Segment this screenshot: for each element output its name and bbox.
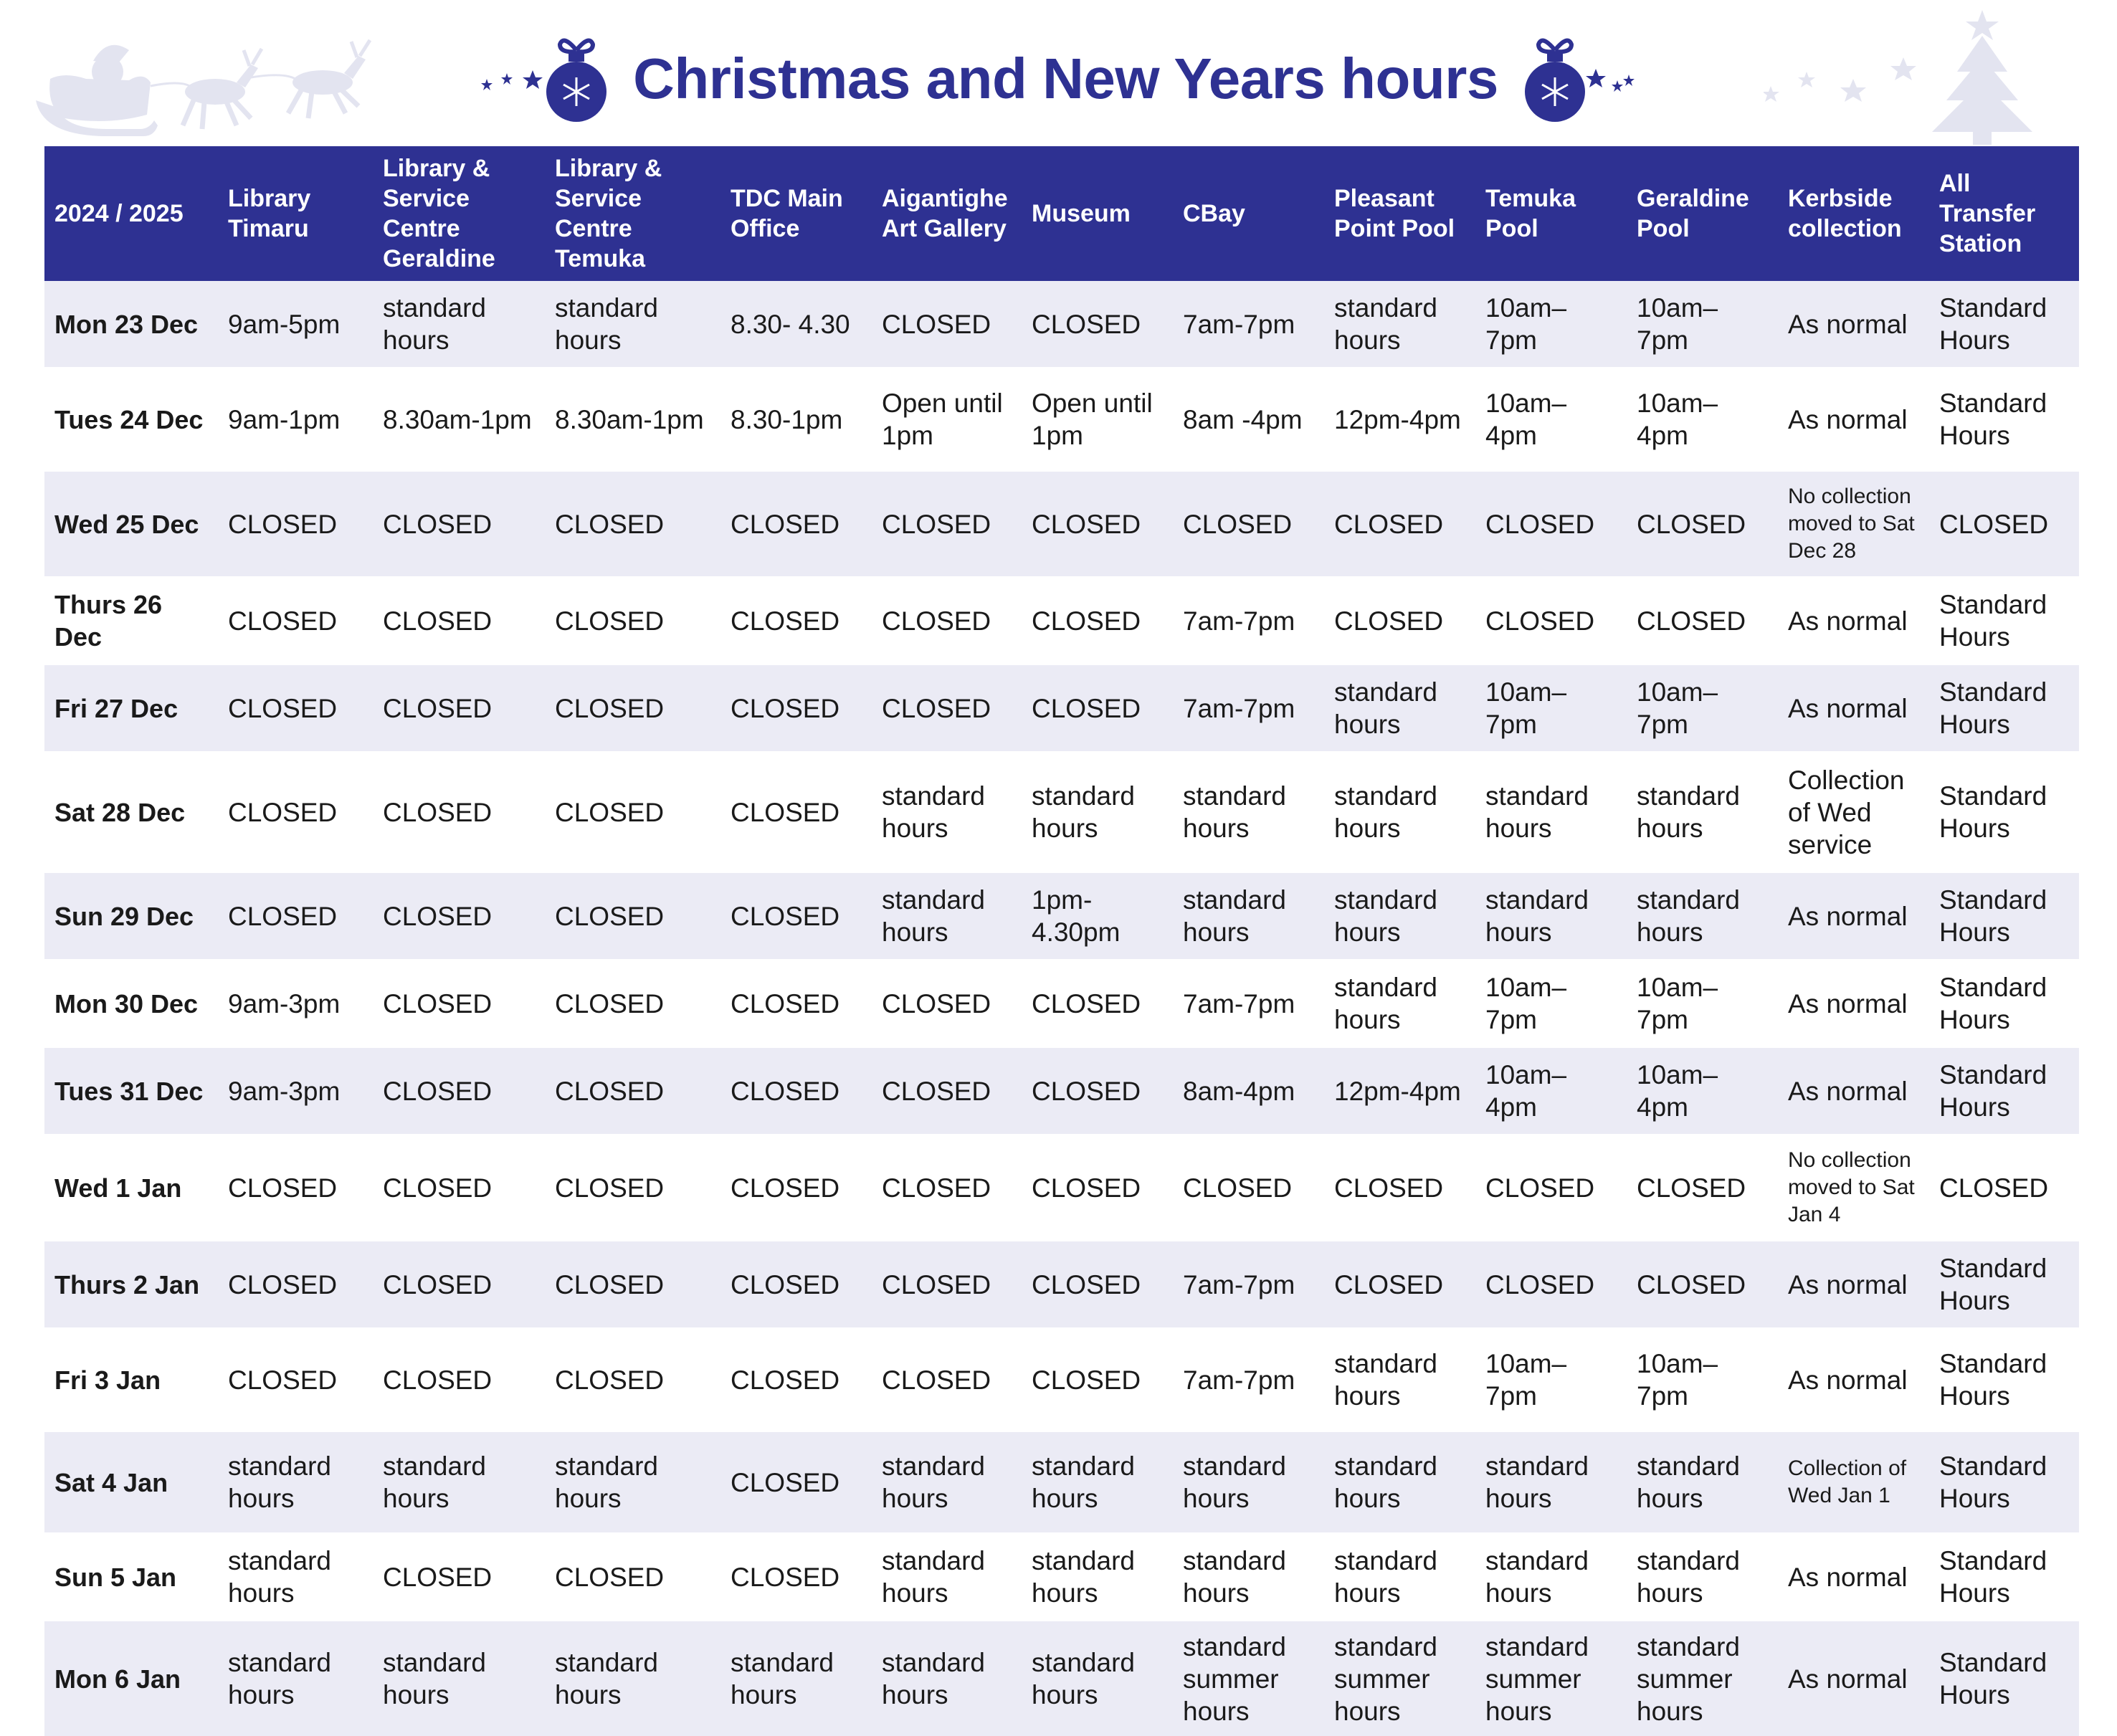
table-cell: standard hours: [545, 1621, 720, 1736]
table-cell: standard hours: [1475, 751, 1627, 873]
table-cell: CLOSED: [218, 1241, 373, 1327]
table-cell: Standard Hours: [1929, 281, 2079, 367]
table-cell: CLOSED: [1022, 281, 1173, 367]
table-cell: 10am–7pm: [1627, 665, 1778, 751]
table-cell: 10am–7pm: [1475, 1327, 1627, 1432]
column-header: Museum: [1022, 146, 1173, 281]
column-header: Library & Service Centre Temuka: [545, 146, 720, 281]
table-cell: As normal: [1778, 1048, 1929, 1134]
table-cell: CLOSED: [218, 665, 373, 751]
table-cell: As normal: [1778, 1327, 1929, 1432]
table-cell: CLOSED: [373, 959, 545, 1048]
table-cell: 1pm-4.30pm: [1022, 873, 1173, 959]
row-date: Fri 3 Jan: [44, 1327, 218, 1432]
table-cell: CLOSED: [1627, 472, 1778, 576]
table-cell: standard hours: [1475, 1532, 1627, 1621]
table-cell: standard hours: [872, 873, 1022, 959]
table-cell: standard hours: [1627, 873, 1778, 959]
stars-left-icon: [481, 65, 546, 93]
table-cell: CLOSED: [545, 751, 720, 873]
table-cell: Standard Hours: [1929, 665, 2079, 751]
table-cell: standard hours: [1022, 1621, 1173, 1736]
table-cell: CLOSED: [545, 1532, 720, 1621]
table-row: [44, 576, 2079, 665]
table-cell: Standard Hours: [1929, 576, 2079, 665]
table-cell: As normal: [1778, 665, 1929, 751]
table-cell: As normal: [1778, 1532, 1929, 1621]
column-header: All Transfer Station: [1929, 146, 2079, 281]
table-cell: CLOSED: [218, 1327, 373, 1432]
table-cell: CLOSED: [872, 1241, 1022, 1327]
table-cell: CLOSED: [218, 472, 373, 576]
table-cell: 7am-7pm: [1173, 576, 1324, 665]
table-cell: CLOSED: [1022, 576, 1173, 665]
table-cell: As normal: [1778, 281, 1929, 367]
table-cell: Standard Hours: [1929, 959, 2079, 1048]
table-cell: CLOSED: [720, 665, 872, 751]
table-cell: Standard Hours: [1929, 1327, 2079, 1432]
table-cell: CLOSED: [545, 1327, 720, 1432]
column-header: Library & Service Centre Geraldine: [373, 146, 545, 281]
row-date: Sun 5 Jan: [44, 1532, 218, 1621]
table-cell: standard hours: [1475, 1432, 1627, 1532]
table-cell: As normal: [1778, 367, 1929, 472]
table-cell: CLOSED: [373, 576, 545, 665]
table-cell: CLOSED: [1022, 1327, 1173, 1432]
table-cell: CLOSED: [872, 665, 1022, 751]
table-cell: CLOSED: [1929, 472, 2079, 576]
table-cell: CLOSED: [545, 959, 720, 1048]
table-cell: standard hours: [1173, 1432, 1324, 1532]
table-cell: CLOSED: [1324, 1134, 1475, 1241]
table-cell: Standard Hours: [1929, 751, 2079, 873]
table-cell: Collection of Wed service: [1778, 751, 1929, 873]
row-date: Thurs 2 Jan: [44, 1241, 218, 1327]
table-cell: standard summer hours: [1627, 1621, 1778, 1736]
row-date: Sat 28 Dec: [44, 751, 218, 873]
table-cell: standard summer hours: [1475, 1621, 1627, 1736]
table-cell: standard summer hours: [1173, 1621, 1324, 1736]
table-cell: CLOSED: [1022, 665, 1173, 751]
table-cell: CLOSED: [1627, 1241, 1778, 1327]
table-cell: 10am–7pm: [1627, 959, 1778, 1048]
table-cell: CLOSED: [1627, 576, 1778, 665]
table-row: [44, 959, 2079, 1048]
table-cell: standard hours: [872, 751, 1022, 873]
row-date: Wed 25 Dec: [44, 472, 218, 576]
table-cell: 10am–4pm: [1475, 1048, 1627, 1134]
row-date: Mon 30 Dec: [44, 959, 218, 1048]
table-cell: CLOSED: [1475, 1134, 1627, 1241]
table-cell: 8.30am-1pm: [545, 367, 720, 472]
table-row: [44, 472, 2079, 576]
table-cell: CLOSED: [373, 1241, 545, 1327]
table-cell: CLOSED: [373, 1048, 545, 1134]
table-cell: standard hours: [872, 1621, 1022, 1736]
table-cell: CLOSED: [1022, 472, 1173, 576]
page-title: Christmas and New Years hours: [633, 47, 1498, 110]
table-cell: standard hours: [1627, 1432, 1778, 1532]
table-cell: 10am–7pm: [1627, 1327, 1778, 1432]
column-header: Kerbside collection: [1778, 146, 1929, 281]
table-cell: 7am-7pm: [1173, 959, 1324, 1048]
stars-right-icon: [1586, 65, 1636, 93]
table-row: [44, 873, 2079, 959]
table-cell: standard hours: [218, 1621, 373, 1736]
table-cell: CLOSED: [1475, 1241, 1627, 1327]
table-cell: 9am-3pm: [218, 959, 373, 1048]
column-header: Aigantighe Art Gallery: [872, 146, 1022, 281]
table-cell: standard hours: [1324, 665, 1475, 751]
table-cell: CLOSED: [872, 576, 1022, 665]
table-cell: 7am-7pm: [1173, 1327, 1324, 1432]
table-cell: standard hours: [373, 1621, 545, 1736]
table-cell: Open until 1pm: [872, 367, 1022, 472]
table-cell: standard hours: [1173, 751, 1324, 873]
table-cell: As normal: [1778, 959, 1929, 1048]
table-cell: standard hours: [545, 281, 720, 367]
table-cell: As normal: [1778, 1621, 1929, 1736]
table-header-row: [44, 146, 2079, 281]
title-row: [0, 22, 2117, 136]
table-cell: CLOSED: [545, 576, 720, 665]
table-cell: CLOSED: [1324, 576, 1475, 665]
table-cell: CLOSED: [720, 751, 872, 873]
table-cell: CLOSED: [218, 576, 373, 665]
row-date: Tues 31 Dec: [44, 1048, 218, 1134]
table-cell: CLOSED: [720, 873, 872, 959]
table-cell: Standard Hours: [1929, 1621, 2079, 1736]
table-cell: 12pm-4pm: [1324, 367, 1475, 472]
column-header: Pleasant Point Pool: [1324, 146, 1475, 281]
table-cell: CLOSED: [1929, 1134, 2079, 1241]
table-cell: 10am–7pm: [1475, 281, 1627, 367]
table-cell: CLOSED: [872, 1134, 1022, 1241]
table-cell: standard hours: [1324, 1432, 1475, 1532]
table-cell: standard hours: [1173, 873, 1324, 959]
table-cell: 10am–4pm: [1627, 367, 1778, 472]
table-cell: standard hours: [1627, 751, 1778, 873]
table-cell: CLOSED: [1627, 1134, 1778, 1241]
column-header: Temuka Pool: [1475, 146, 1627, 281]
table-cell: CLOSED: [720, 1048, 872, 1134]
table-cell: Standard Hours: [1929, 1048, 2079, 1134]
table-cell: CLOSED: [1173, 472, 1324, 576]
table-row: [44, 665, 2079, 751]
table-cell: CLOSED: [1475, 472, 1627, 576]
bauble-snowflake-icon: [1524, 34, 1586, 123]
table-cell: CLOSED: [720, 576, 872, 665]
table-body: [44, 281, 2079, 1736]
table-cell: CLOSED: [872, 472, 1022, 576]
table-cell: CLOSED: [1022, 1134, 1173, 1241]
table-cell: 12pm-4pm: [1324, 1048, 1475, 1134]
table-cell: CLOSED: [1475, 576, 1627, 665]
table-cell: CLOSED: [872, 959, 1022, 1048]
table-cell: CLOSED: [1022, 1241, 1173, 1327]
table-cell: CLOSED: [720, 1327, 872, 1432]
column-header-period: 2024 / 2025: [44, 146, 218, 281]
table-cell: 10am–4pm: [1475, 367, 1627, 472]
table-cell: CLOSED: [373, 873, 545, 959]
table-cell: CLOSED: [218, 873, 373, 959]
table-cell: standard hours: [1324, 873, 1475, 959]
table-cell: CLOSED: [872, 281, 1022, 367]
table-cell: CLOSED: [545, 472, 720, 576]
table-cell: CLOSED: [720, 1241, 872, 1327]
table-cell: 10am–7pm: [1475, 665, 1627, 751]
table-cell: Standard Hours: [1929, 367, 2079, 472]
row-date: Thurs 26 Dec: [44, 576, 218, 665]
table-cell: Standard Hours: [1929, 1241, 2079, 1327]
table-row: [44, 281, 2079, 367]
table-cell: standard hours: [1324, 1532, 1475, 1621]
table-row: [44, 1432, 2079, 1532]
row-date: Sun 29 Dec: [44, 873, 218, 959]
table-cell: CLOSED: [720, 1532, 872, 1621]
table-cell: As normal: [1778, 873, 1929, 959]
table-row: [44, 1048, 2079, 1134]
row-date: Sat 4 Jan: [44, 1432, 218, 1532]
table-cell: CLOSED: [218, 1134, 373, 1241]
table-cell: CLOSED: [373, 665, 545, 751]
row-date: Mon 6 Jan: [44, 1621, 218, 1736]
table-cell: CLOSED: [373, 472, 545, 576]
table-row: [44, 1134, 2079, 1241]
table-cell: standard summer hours: [1324, 1621, 1475, 1736]
table-cell: CLOSED: [373, 1134, 545, 1241]
table-cell: 9am-5pm: [218, 281, 373, 367]
table-row: [44, 1241, 2079, 1327]
table-cell: 7am-7pm: [1173, 281, 1324, 367]
bauble-snowflake-icon: [546, 34, 607, 123]
table-cell: As normal: [1778, 1241, 1929, 1327]
table-cell: standard hours: [1324, 1327, 1475, 1432]
table-cell: CLOSED: [545, 665, 720, 751]
table-cell: CLOSED: [545, 1048, 720, 1134]
table-cell: 10am–7pm: [1475, 959, 1627, 1048]
table-cell: 7am-7pm: [1173, 1241, 1324, 1327]
table-cell: standard hours: [1173, 1532, 1324, 1621]
table-cell: standard hours: [1475, 873, 1627, 959]
table-cell: standard hours: [1324, 281, 1475, 367]
table-cell: standard hours: [1022, 751, 1173, 873]
table-cell: Open until 1pm: [1022, 367, 1173, 472]
row-date: Mon 23 Dec: [44, 281, 218, 367]
table-cell: standard hours: [218, 1432, 373, 1532]
table-cell: standard hours: [872, 1432, 1022, 1532]
table-cell: CLOSED: [872, 1327, 1022, 1432]
table-cell: CLOSED: [373, 751, 545, 873]
table-cell: 8am -4pm: [1173, 367, 1324, 472]
table-cell: standard hours: [720, 1621, 872, 1736]
table-cell: standard hours: [1324, 751, 1475, 873]
table-cell: 9am-3pm: [218, 1048, 373, 1134]
table-cell: CLOSED: [1022, 959, 1173, 1048]
table-row: [44, 1621, 2079, 1736]
table-cell: CLOSED: [373, 1532, 545, 1621]
table-cell: CLOSED: [1324, 1241, 1475, 1327]
table-cell: CLOSED: [720, 1134, 872, 1241]
table-cell: CLOSED: [1173, 1134, 1324, 1241]
header: [0, 0, 2117, 143]
table-cell: CLOSED: [720, 959, 872, 1048]
table-cell: CLOSED: [720, 1432, 872, 1532]
table-cell: CLOSED: [545, 1134, 720, 1241]
table-cell: standard hours: [872, 1532, 1022, 1621]
column-header: Geraldine Pool: [1627, 146, 1778, 281]
table-row: [44, 1532, 2079, 1621]
table-cell: As normal: [1778, 576, 1929, 665]
table-cell: Standard Hours: [1929, 1432, 2079, 1532]
table-cell: standard hours: [1627, 1532, 1778, 1621]
table-cell: standard hours: [218, 1532, 373, 1621]
row-date: Tues 24 Dec: [44, 367, 218, 472]
table-cell: standard hours: [1324, 959, 1475, 1048]
table-cell: CLOSED: [545, 1241, 720, 1327]
column-header: TDC Main Office: [720, 146, 872, 281]
table-cell: CLOSED: [1324, 472, 1475, 576]
table-cell: 9am-1pm: [218, 367, 373, 472]
table-row: [44, 367, 2079, 472]
table-cell: CLOSED: [373, 1327, 545, 1432]
table-cell: 8am-4pm: [1173, 1048, 1324, 1134]
table-cell: No collection moved to Sat Jan 4: [1778, 1134, 1929, 1241]
table-cell: CLOSED: [872, 1048, 1022, 1134]
table-cell: 8.30am-1pm: [373, 367, 545, 472]
table-cell: 10am–7pm: [1627, 281, 1778, 367]
table-cell: standard hours: [1022, 1532, 1173, 1621]
table-cell: CLOSED: [720, 472, 872, 576]
table-cell: 7am-7pm: [1173, 665, 1324, 751]
table-cell: No collection moved to Sat Dec 28: [1778, 472, 1929, 576]
table-cell: 8.30- 4.30: [720, 281, 872, 367]
table-cell: standard hours: [1022, 1432, 1173, 1532]
table-cell: Standard Hours: [1929, 1532, 2079, 1621]
table-cell: 8.30-1pm: [720, 367, 872, 472]
table-cell: CLOSED: [218, 751, 373, 873]
table-cell: 10am–4pm: [1627, 1048, 1778, 1134]
row-date: Fri 27 Dec: [44, 665, 218, 751]
row-date: Wed 1 Jan: [44, 1134, 218, 1241]
table-cell: Collection of Wed Jan 1: [1778, 1432, 1929, 1532]
table-cell: CLOSED: [1022, 1048, 1173, 1134]
table-row: [44, 1327, 2079, 1432]
table-cell: CLOSED: [545, 873, 720, 959]
table-cell: Standard Hours: [1929, 873, 2079, 959]
table-cell: standard hours: [373, 281, 545, 367]
hours-table: [44, 146, 2079, 1736]
table-cell: standard hours: [545, 1432, 720, 1532]
table-cell: standard hours: [373, 1432, 545, 1532]
table-row: [44, 751, 2079, 873]
column-header: CBay: [1173, 146, 1324, 281]
column-header: Library Timaru: [218, 146, 373, 281]
